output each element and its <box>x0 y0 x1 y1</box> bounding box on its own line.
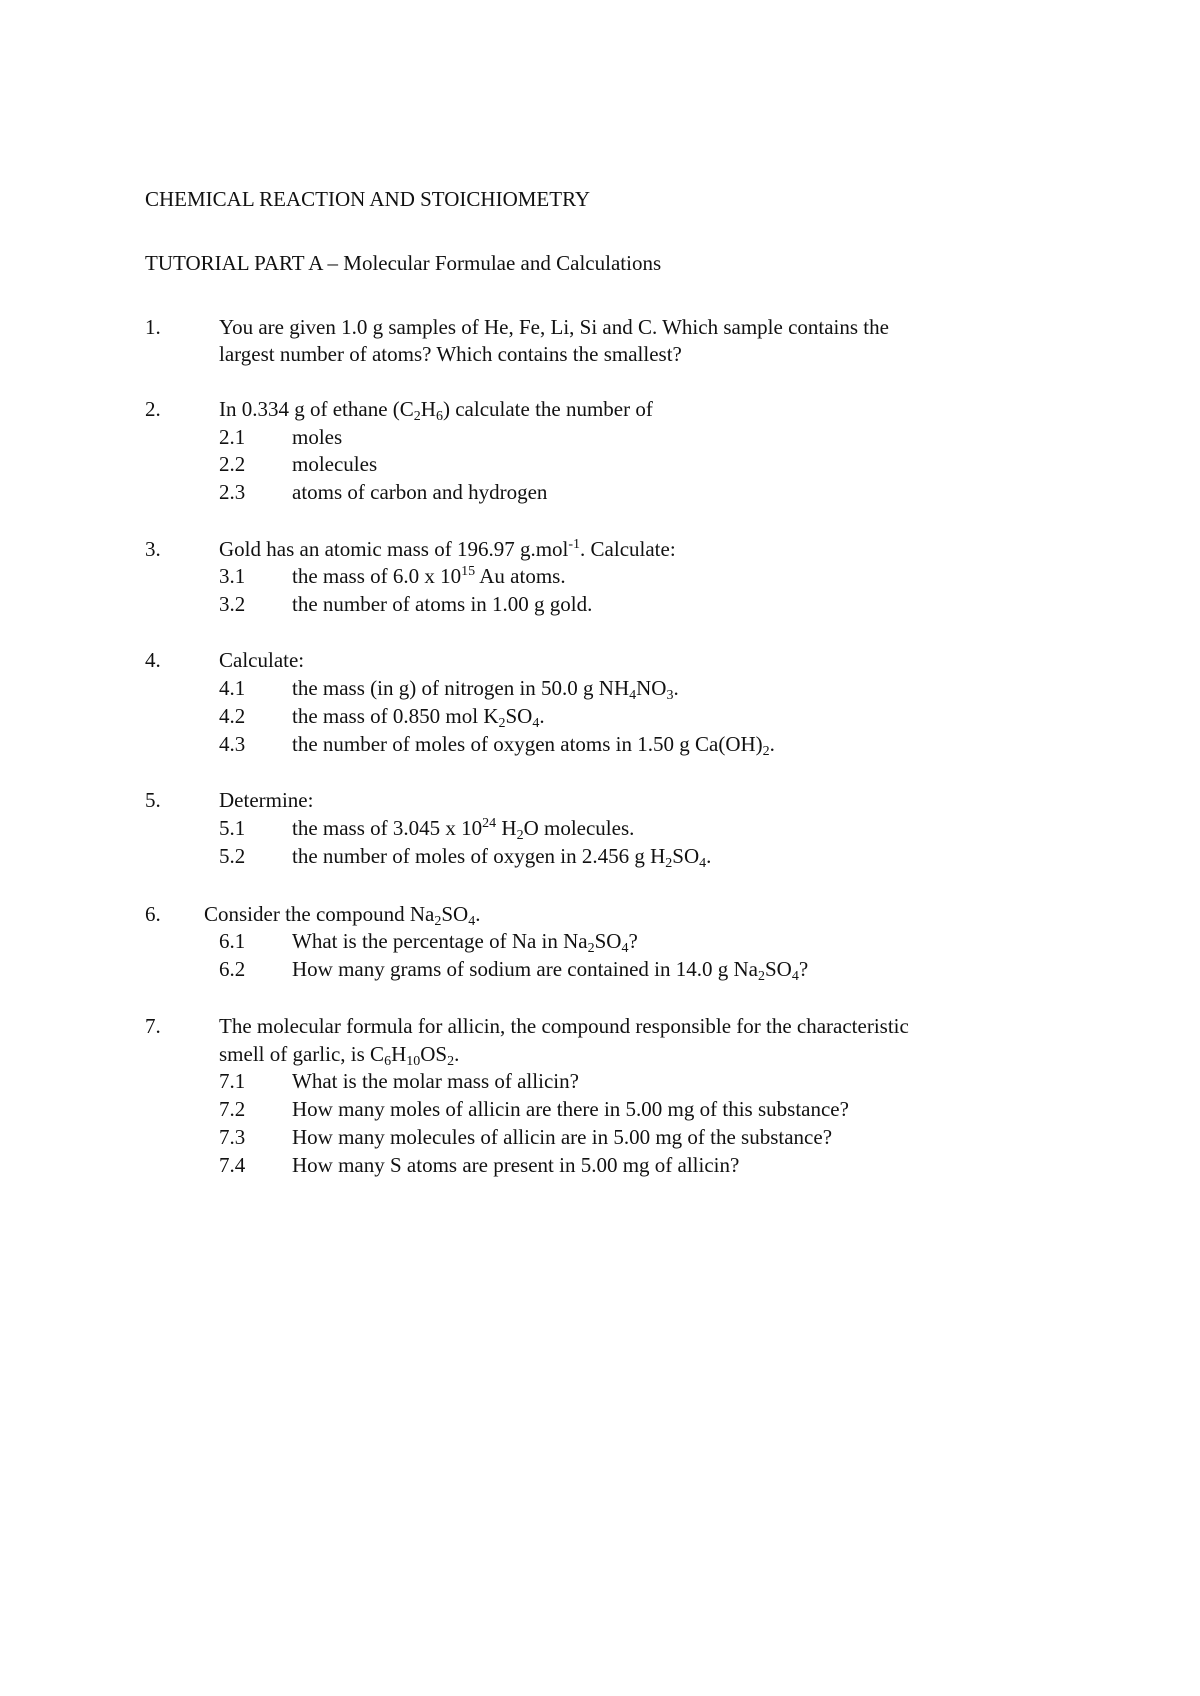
document-title: CHEMICAL REACTION AND STOICHIOMETRY <box>145 187 591 211</box>
sub-question-number: 4.3 <box>219 732 246 756</box>
sub-question-number: 6.2 <box>219 957 246 981</box>
question-text: Determine: <box>219 788 314 812</box>
sub-question-number: 2.1 <box>219 425 246 449</box>
question-text: You are given 1.0 g samples of He, Fe, Li, Si and C. Which sample contains the <box>219 315 889 339</box>
sub-question-number: 5.2 <box>219 844 246 868</box>
sub-question-number: 4.1 <box>219 676 246 700</box>
question-text-continued: smell of garlic, is $C_6H_{10}OS_2$. <box>219 1042 460 1069</box>
sub-question-number: 2.2 <box>219 452 246 476</box>
question-number: 5. <box>145 788 161 812</box>
sub-question-text: How many molecules of allicin are in 5.00 mg of the substance? <box>292 1125 833 1149</box>
sub-question-text: How many S atoms are present in 5.00 mg of allicin? <box>292 1153 740 1177</box>
question-text: Calculate: <box>219 648 305 672</box>
sub-question-text: the mass (in g) of nitrogen in 50.0 g $NH_4NO_3$. <box>292 676 679 703</box>
sub-question-text: moles <box>292 425 343 449</box>
sub-question-number: 3.2 <box>219 592 246 616</box>
sub-question-text: the number of moles of oxygen in 2.456 g $H_2SO_4$. <box>292 844 712 871</box>
sub-question-text: the number of atoms in 1.00 g gold. <box>292 592 593 616</box>
sub-question-number: 2.3 <box>219 480 246 504</box>
sub-question-number: 6.1 <box>219 929 246 953</box>
sub-question-text: molecules <box>292 452 378 476</box>
sub-question-number: 7.3 <box>219 1125 246 1149</box>
sub-question-number: 3.1 <box>219 564 246 588</box>
question-text-continued: largest number of atoms? Which contains the smallest? <box>219 342 682 366</box>
question-text: Consider the compound $Na_2SO_4$. <box>204 902 481 929</box>
sub-question-text: How many grams of sodium are contained in 14.0 g $Na_2SO_4$? <box>292 957 809 984</box>
sub-question-number: 7.1 <box>219 1069 246 1093</box>
question-number: 7. <box>145 1014 161 1038</box>
question-number: 6. <box>145 902 161 926</box>
sub-question-text: How many moles of allicin are there in 5.00 mg of this substance? <box>292 1097 849 1121</box>
question-number: 3. <box>145 537 161 561</box>
sub-question-number: 4.2 <box>219 704 246 728</box>
sub-question-number: 7.2 <box>219 1097 246 1121</box>
sub-question-number: 5.1 <box>219 816 246 840</box>
sub-question-text: the mass of 0.850 mol $K_2SO_4$. <box>292 704 545 731</box>
sub-question-number: 7.4 <box>219 1153 246 1177</box>
sub-question-text: What is the molar mass of allicin? <box>292 1069 579 1093</box>
question-text: In 0.334 g of ethane $(C_2H_6)$ calculate the number of <box>219 397 653 424</box>
sub-question-text: the number of moles of oxygen atoms in 1.50 g $Ca(OH)_2$. <box>292 732 775 759</box>
question-number: 1. <box>145 315 161 339</box>
sub-question-text: the mass of 3.045 x $10^{24}$ $H_2O$ molecules. <box>292 816 635 843</box>
question-number: 4. <box>145 648 161 672</box>
question-text: The molecular formula for allicin, the compound responsible for the characteristic <box>219 1014 909 1038</box>
sub-question-text: What is the percentage of Na in $Na_2SO_4$? <box>292 929 638 956</box>
sub-question-text: atoms of carbon and hydrogen <box>292 480 548 504</box>
question-text: Gold has an atomic mass of 196.97 g.mol$^{-1}$. Calculate: <box>219 537 676 561</box>
sub-question-text: the mass of 6.0 x $10^{15}$ Au atoms. <box>292 564 566 588</box>
document-subtitle: TUTORIAL PART A – Molecular Formulae and Calculations <box>145 251 662 275</box>
question-number: 2. <box>145 397 161 421</box>
